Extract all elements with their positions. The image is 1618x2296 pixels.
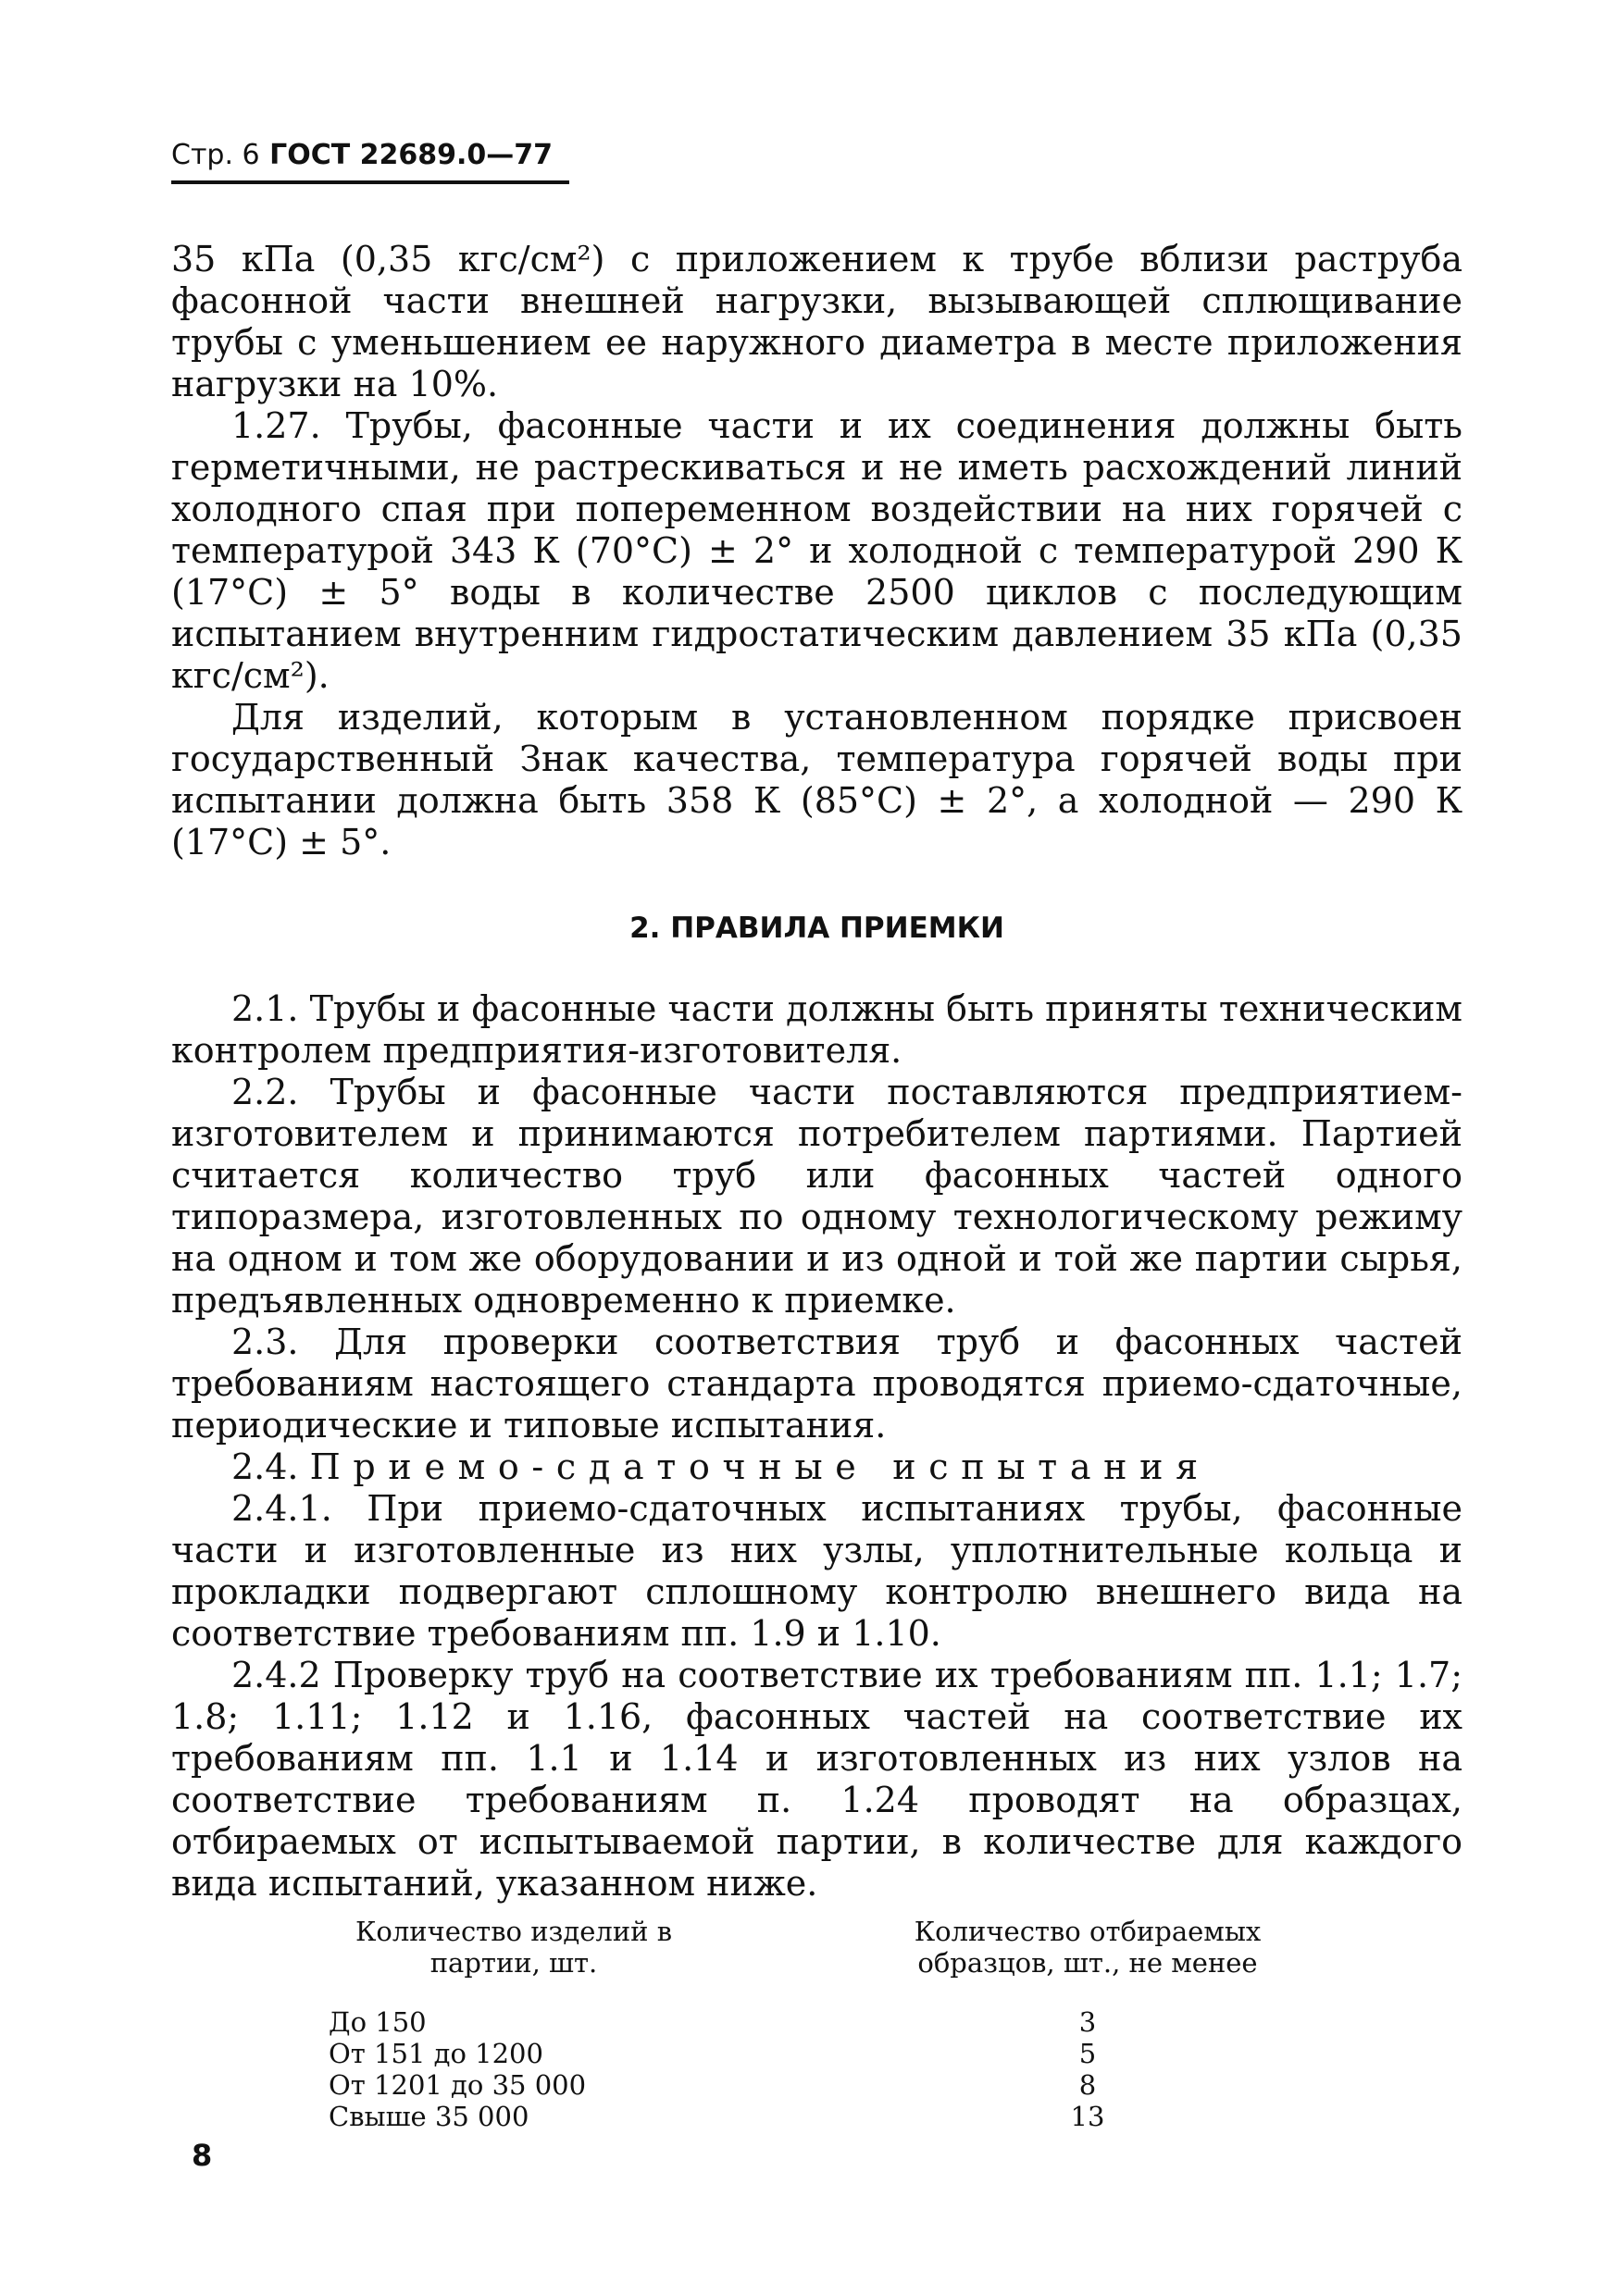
sample-count-cell: 13: [1070, 2101, 1105, 2132]
clause-number: 2.4.: [231, 1446, 299, 1487]
paragraph-2-4-1: 2.4.1. При приемо-сдаточных испытаниях трубы, фасонные части и изготовленные из них узлы, уплотнительные кольца и прокладки подвергают сплошному контролю внешнего вида на соответствие требованиям пп. 1.9 и 1.10.: [171, 1488, 1462, 1654]
table-row: [301, 2101, 1282, 2132]
paragraph-2-4: [171, 1446, 1462, 1488]
column-header-sample-count: Количество отбираемых образцов, шт., не менее: [914, 1916, 1262, 1979]
standard-number: ГОСТ 22689.0—77: [269, 139, 554, 171]
batch-range-cell: До 150: [329, 2006, 427, 2038]
table-row: [301, 2038, 1282, 2069]
batch-range-cell: Свыше 35 000: [329, 2101, 529, 2132]
column-header-batch-size: Количество изделий в партии, шт.: [355, 1916, 673, 1979]
table-row: [301, 2069, 1282, 2101]
page-label: Стр. 6: [171, 139, 260, 171]
batch-range-cell: От 1201 до 35 000: [329, 2069, 587, 2101]
section-title: 2. ПРАВИЛА ПРИЕМКИ: [629, 912, 1004, 945]
paragraph-2-2: 2.2. Трубы и фасонные части поставляются предприятием-изготовителем и принимаются потребителем партиями. Партией считается количество труб или фасонных частей одного типоразмера, изготовленных по одному технологическому режиму на одном и том же оборудовании и из одной и той же партии сырья, предъявленных одновременно к приемке.: [171, 1072, 1462, 1321]
batch-range-cell: От 151 до 1200: [329, 2038, 543, 2069]
paragraph-2-1: 2.1. Трубы и фасонные части должны быть приняты техническим контролем предприятия-изготовителя.: [171, 988, 1462, 1071]
sample-count-cell: 3: [1078, 2006, 1097, 2038]
paragraph-2-3: 2.3. Для проверки соответствия труб и фасонных частей требованиям настоящего стандарта проводятся приемо-сдаточные, периодические и типовые испытания.: [171, 1322, 1462, 1446]
paragraph-intro: 35 кПа (0,35 кгс/см²) с приложением к трубе вблизи раструба фасонной части внешней нагрузки, вызывающей сплющивание трубы с уменьшением ее наружного диаметра в месте приложения нагрузки на 10%.: [171, 239, 1462, 404]
page-number: 8: [192, 2138, 213, 2173]
sample-count-cell: 8: [1078, 2069, 1097, 2101]
document-body: [171, 239, 1462, 1905]
sampling-table: [301, 1916, 1282, 2132]
sample-count-cell: 5: [1078, 2038, 1097, 2069]
table-header-row: [301, 1916, 1282, 2006]
paragraph-quality-mark: Для изделий, которым в установленном порядке присвоен государственный Знак качества, температура горячей воды при испытании должна быть 358 К (85°С) ± 2°, а холодной — 290 К (17°С) ± 5°.: [171, 697, 1462, 863]
page-header: [171, 139, 569, 184]
clause-heading: Приемо-сдаточные испытания: [309, 1446, 1211, 1487]
table-row: [301, 2006, 1282, 2038]
paragraph-1-27: 1.27. Трубы, фасонные части и их соединения должны быть герметичными, не растрескиваться и не иметь расхождений линий холодного спая при попеременном воздействии на них горячей с температурой 343 К (70°С) ± 2° и холодной с температурой 290 К (17°С) ± 5° воды в количестве 2500 циклов с последующим испытанием внутренним гидростатическим давлением 35 кПа (0,35 кгс/см²).: [171, 405, 1462, 696]
paragraph-2-4-2: 2.4.2 Проверку труб на соответствие их требованиям пп. 1.1; 1.7; 1.8; 1.11; 1.12 и 1.16, фасонных частей на соответствие их требованиям пп. 1.1 и 1.14 и изготовленных из них узлов на соответствие требованиям п. 1.24 проводят на образцах, отбираемых от испытываемой партии, в количестве для каждого вида испытаний, указанном ниже.: [171, 1655, 1462, 1904]
